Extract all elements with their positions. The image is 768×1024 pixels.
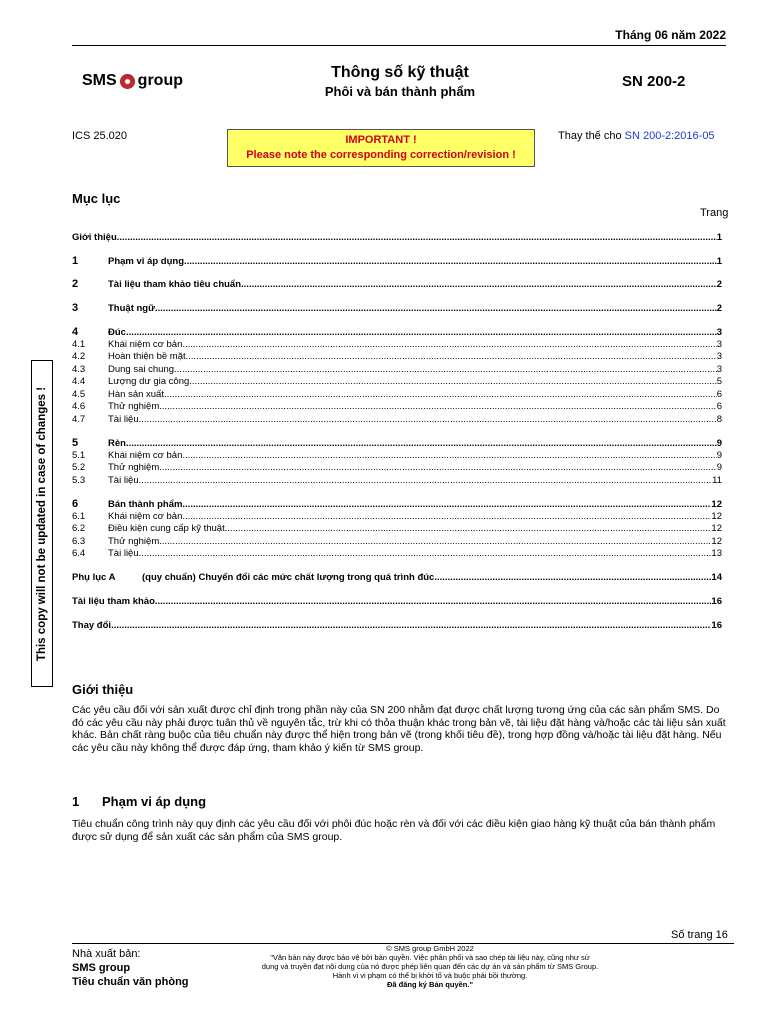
copyright-notice-4: Đã đăng ký Bản quyền."	[386, 980, 474, 989]
toc-row[interactable]	[72, 523, 722, 535]
toc-row-label: Lượng dư gia công	[108, 376, 190, 387]
toc-row[interactable]	[72, 326, 722, 339]
toc-row[interactable]	[72, 620, 722, 632]
toc-row-label: Hàn sản xuất	[108, 389, 164, 400]
scope-number: 1	[72, 794, 80, 809]
toc-row-label: Tài liệu tham khảo	[72, 596, 155, 607]
scope-heading: Phạm vi áp dụng	[102, 794, 207, 809]
toc-row-label: (quy chuẩn) Chuyển đổi các mức chất lượng trong quá trình đúc	[142, 572, 435, 583]
toc-row-label: Khái niệm cơ bản	[108, 339, 183, 350]
toc-row[interactable]	[72, 548, 722, 560]
toc-dot-leader	[139, 548, 712, 560]
toc-row-page: 9	[716, 438, 722, 449]
toc-row-page: 6	[716, 401, 722, 412]
copyright-notice-2: dụng và truyền đạt nội dung của nó được phép liên quan đến các dự án và sản phẩm từ SMS Group.	[261, 962, 599, 971]
toc-row-page: 12	[711, 511, 722, 522]
toc-dot-leader	[182, 511, 711, 523]
toc-row-label: Tài liệu tham khảo tiêu chuẩn	[108, 279, 242, 290]
copyright-line: © SMS group GmbH 2022	[386, 944, 474, 953]
toc-row[interactable]	[72, 364, 722, 376]
document-title-block	[250, 64, 550, 99]
toc-dot-leader	[182, 339, 716, 351]
toc-dot-leader	[189, 376, 716, 388]
publisher-block	[72, 947, 189, 989]
toc-row-label: Giới thiệu	[72, 232, 117, 243]
logo-text-sms: SMS	[82, 72, 117, 89]
toc-row-label: Thử nghiệm	[108, 536, 160, 547]
toc-row-number: 6	[72, 498, 79, 510]
toc-row-page: 3	[716, 364, 722, 375]
toc-row[interactable]	[72, 376, 722, 388]
toc-row-page: 9	[716, 462, 722, 473]
toc-row[interactable]	[72, 437, 722, 450]
toc-row-label: Đúc	[108, 327, 126, 338]
toc-row-number: 4.6	[72, 401, 86, 412]
sms-group-logo	[82, 72, 183, 90]
toc-dot-leader	[155, 303, 717, 315]
toc-row-number: 6.3	[72, 536, 86, 547]
toc-row[interactable]	[72, 511, 722, 523]
publisher-label: Nhà xuất bản:	[72, 948, 141, 960]
toc-row[interactable]	[72, 536, 722, 548]
copyright-block	[220, 944, 640, 989]
toc-dot-leader	[126, 327, 717, 339]
toc-row-number: 6.4	[72, 548, 86, 559]
important-message: Please note the corresponding correction/revision !	[246, 149, 516, 161]
toc-row-label: Hoàn thiện bề mặt	[108, 351, 186, 362]
toc-page-label: Trang	[700, 207, 729, 219]
copy-warning-text: This copy will not be updated in case of changes !	[36, 386, 48, 661]
toc-dot-leader	[225, 523, 712, 535]
page-count: Số trang 16	[671, 929, 728, 941]
toc-dot-leader	[159, 462, 716, 474]
toc-row-number: 5	[72, 437, 79, 449]
copyright-notice-3: Hành vi vi phạm có thể bị khởi tố và buộc phải bồi thường.	[332, 971, 528, 980]
toc-row-page: 5	[716, 376, 722, 387]
publisher-department: Tiêu chuẩn văn phòng	[72, 976, 189, 988]
toc-row-page: 6	[716, 389, 722, 400]
toc-row-label: Thử nghiệm	[108, 462, 160, 473]
logo-text-group: group	[137, 72, 183, 89]
toc-row-number: 4.5	[72, 389, 86, 400]
toc-row[interactable]	[72, 498, 722, 511]
toc-heading: Mục lục	[72, 191, 121, 206]
toc-row-label: Tài liệu	[108, 475, 139, 486]
toc-row-label: Khái niệm cơ bản	[108, 450, 183, 461]
toc-row-number: 4.1	[72, 339, 86, 350]
toc-row-page: 14	[711, 572, 722, 583]
toc-dot-leader	[182, 499, 711, 511]
toc-row[interactable]	[72, 572, 722, 584]
toc-row-label: Bán thành phẩm	[108, 499, 183, 510]
important-notice-box	[227, 129, 535, 167]
intro-paragraph: Các yêu cầu đối với sản xuất được chỉ định trong phần này của SN 200 nhằm đạt được chất lượng tương ứng của các sản phẩm SMS. Do đó các yêu cầu này phải được tuân thủ về nguyên tắc, trừ khi có thỏa thuận khác trong bản vẽ, tài liệu đặt hàng và/hoặc các tài liệu sản xuất khác. Bản chất ràng buộc của tiêu chuẩn này được thể hiện trong bản vẽ (trong khối tiêu đề), trong hợp đồng và/hoặc tài liệu đặt hàng. Nếu các yêu cầu này không thể được đáp ứng, tham khảo ý kiến từ SMS group.	[72, 704, 726, 754]
toc-dot-leader	[139, 414, 717, 426]
toc-dot-leader	[184, 256, 717, 268]
toc-row-page: 12	[711, 523, 722, 534]
toc-dot-leader	[174, 364, 717, 376]
toc-row-page: 12	[711, 536, 722, 547]
publisher-name: SMS group	[72, 962, 131, 974]
toc-dot-leader	[186, 351, 717, 363]
toc-row-label: Thay đổi	[72, 620, 112, 631]
toc-row[interactable]	[72, 401, 722, 413]
toc-row[interactable]	[72, 255, 722, 268]
toc-row[interactable]	[72, 462, 722, 474]
toc-row-page: 1	[716, 256, 722, 267]
toc-row-page: 2	[716, 279, 722, 290]
toc-row-number: 5.1	[72, 450, 86, 461]
toc-row[interactable]	[72, 351, 722, 363]
toc-dot-leader	[241, 279, 717, 291]
toc-dot-leader	[182, 450, 716, 462]
toc-row-label: Tài liệu	[108, 548, 139, 559]
toc-row-page: 16	[711, 596, 722, 607]
toc-row-number: 6.1	[72, 511, 86, 522]
document-number: SN 200-2	[622, 73, 686, 90]
toc-dot-leader	[155, 596, 712, 608]
toc-row-number: 4.4	[72, 376, 86, 387]
toc-row-number: 6.2	[72, 523, 86, 534]
toc-row-page: 3	[716, 327, 722, 338]
toc-row-label: Thuật ngữ	[108, 303, 155, 314]
copy-warning-sidebar	[31, 360, 53, 687]
toc-row-number: 4.3	[72, 364, 86, 375]
toc-row-page: 12	[711, 499, 722, 510]
toc-row[interactable]	[72, 475, 722, 487]
toc-dot-leader	[434, 572, 711, 584]
toc-row-page: 16	[711, 620, 722, 631]
toc-row-page: 3	[716, 351, 722, 362]
toc-row-label: Tài liệu	[108, 414, 139, 425]
toc-row-page: 3	[716, 339, 722, 350]
ics-code: ICS 25.020	[72, 130, 128, 142]
toc-dot-leader	[139, 475, 713, 487]
toc-row-label: Khái niệm cơ bản	[108, 511, 183, 522]
toc-row-label: Rèn	[108, 438, 126, 449]
toc-row-label: Dung sai chung	[108, 364, 175, 375]
toc-row[interactable]	[72, 302, 722, 315]
document-subtitle: Phôi và bán thành phẩm	[324, 84, 476, 99]
toc-row-page: 2	[716, 303, 722, 314]
toc-row-label: Điều kiện cung cấp kỹ thuật	[108, 523, 225, 534]
replaces-prefix: Thay thế cho	[558, 130, 625, 142]
document-date: Tháng 06 năm 2022	[72, 28, 726, 46]
toc-row-page: 1	[716, 232, 722, 243]
toc-row-page: 11	[712, 475, 722, 486]
toc-dot-leader	[164, 389, 717, 401]
copyright-notice-1: "Văn bản này được bảo vệ bởi bản quyền. Việc phân phối và sao chép tài liệu này, cũng như sử	[270, 953, 590, 962]
toc-row-label: Phạm vi áp dụng	[108, 256, 185, 267]
toc-row[interactable]	[72, 414, 722, 426]
important-title: IMPORTANT !	[345, 134, 417, 146]
replaces-note	[558, 130, 715, 142]
toc-row[interactable]	[72, 389, 722, 401]
toc-row-number: 4.2	[72, 351, 86, 362]
toc-row-page: 9	[716, 450, 722, 461]
toc-row-number: 2	[72, 278, 79, 290]
toc-row[interactable]	[72, 596, 722, 608]
toc-dot-leader	[126, 438, 717, 450]
toc-row[interactable]	[72, 450, 722, 462]
toc-row[interactable]	[72, 278, 722, 291]
toc-dot-leader	[111, 620, 711, 632]
toc-row-number: 5.3	[72, 475, 86, 486]
scope-paragraph: Tiêu chuẩn công trình này quy định các yêu cầu đối với phôi đúc hoặc rèn và đối với các điều kiện giao hàng kỹ thuật của bán thành phẩm được sử dụng để sản xuất các sản phẩm của SMS group.	[72, 818, 716, 843]
toc-row-number: Phụ lục A	[72, 572, 116, 583]
toc-row[interactable]	[72, 339, 722, 351]
toc-dot-leader	[117, 232, 717, 244]
document-title: Thông số kỹ thuật	[331, 64, 469, 81]
toc-row-page: 13	[711, 548, 722, 559]
toc-row-label: Thử nghiệm	[108, 401, 160, 412]
toc-row[interactable]	[72, 232, 722, 244]
toc-row-number: 1	[72, 255, 79, 267]
toc-row-page: 8	[716, 414, 722, 425]
toc-row-number: 4.7	[72, 414, 86, 425]
toc-row-number: 4	[72, 326, 79, 338]
replaces-link[interactable]: SN 200-2:2016-05	[624, 130, 715, 142]
toc-row-number: 3	[72, 302, 79, 314]
sms-logo-icon	[120, 74, 135, 89]
toc-row-number: 5.2	[72, 462, 86, 473]
toc-dot-leader	[159, 401, 716, 413]
toc-dot-leader	[159, 536, 711, 548]
intro-heading: Giới thiệu	[72, 682, 134, 697]
